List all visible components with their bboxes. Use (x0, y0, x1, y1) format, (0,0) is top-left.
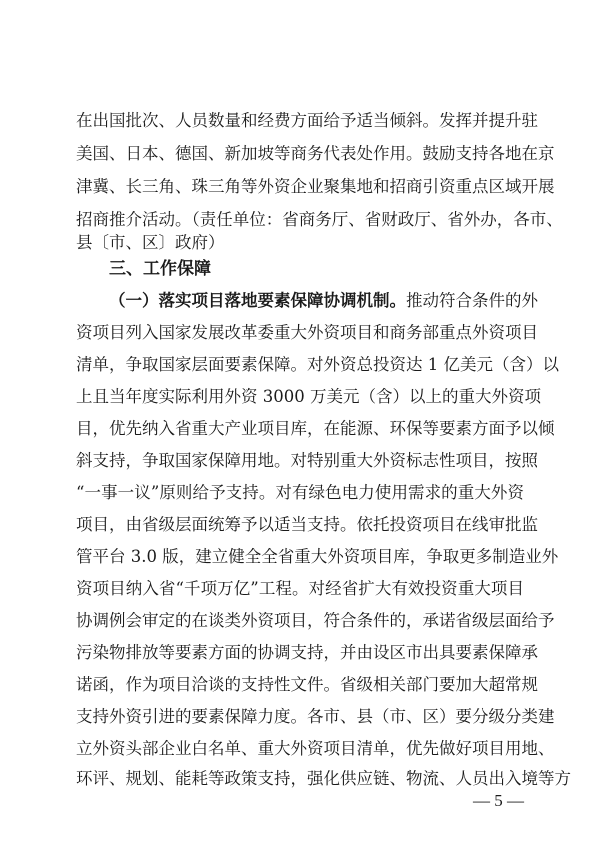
subsection-heading: （一）落实项目落地要素保障协调机制。 (109, 291, 406, 310)
paragraph-line: 资项目纳入省“千项万亿”工程。对经省扩大有效投资重大项目 (76, 579, 524, 598)
paragraph-line: 资项目列入国家发展改革委重大外资项目和商务部重点外资项目 (76, 323, 538, 342)
section-heading: 三、工作保障 (109, 259, 211, 279)
paragraph-first-line (109, 290, 538, 312)
paragraph-line: “一事一议”原则给予支持。对有绿色电力使用需求的重大外资 (76, 483, 524, 502)
paragraph-line: 污染物排放等要素方面的协调支持，并由设区市出具要素保障承 (76, 643, 538, 662)
paragraph-line: 美国、日本、德国、新加坡等商务代表处作用。鼓励支持各地在京 (76, 144, 555, 163)
paragraph-line: 在出国批次、人员数量和经费方面给予适当倾斜。发挥并提升驻 (76, 111, 538, 130)
paragraph-line: 项目，由省级层面统筹予以适当支持。依托投资项目在线审批监 (76, 515, 538, 534)
page-number: — 5 — (473, 791, 524, 810)
paragraph-line: 协调例会审定的在谈类外资项目，符合条件的，承诺省级层面给予 (76, 611, 555, 630)
paragraph-line: 斜支持，争取国家保障用地。对特别重大外资标志性项目，按照 (76, 451, 538, 470)
paragraph-line: 招商推介活动。（责任单位：省商务厅、省财政厅、省外办，各市、 (76, 210, 563, 229)
paragraph-line: 津冀、长三角、珠三角等外资企业聚集地和招商引资重点区域开展 (76, 177, 555, 196)
paragraph-line: 县〔市、区〕政府） (76, 233, 225, 252)
paragraph-line: 清单，争取国家层面要素保障。对外资总投资达 1 亿美元（含）以 (76, 355, 559, 374)
paragraph-text: 推动符合条件的外 (406, 291, 538, 310)
paragraph-line: 环评、规划、能耗等政策支持，强化供应链、物流、人员出入境等方 (76, 769, 571, 788)
paragraph-line: 立外资头部企业白名单、重大外资项目清单，优先做好项目用地、 (76, 739, 555, 758)
paragraph-line: 诺函，作为项目洽谈的支持性文件。省级相关部门要加大超常规 (76, 675, 538, 694)
paragraph-line: 支持外资引进的要素保障力度。各市、县（市、区）要分级分类建 (76, 707, 555, 726)
paragraph-line: 目，优先纳入省重大产业项目库，在能源、环保等要素方面予以倾 (76, 419, 555, 438)
paragraph-line: 上且当年度实际利用外资 3000 万美元（含）以上的重大外资项 (76, 387, 541, 406)
paragraph-line: 管平台 3.0 版，建立健全全省重大外资项目库，争取更多制造业外 (76, 547, 559, 566)
